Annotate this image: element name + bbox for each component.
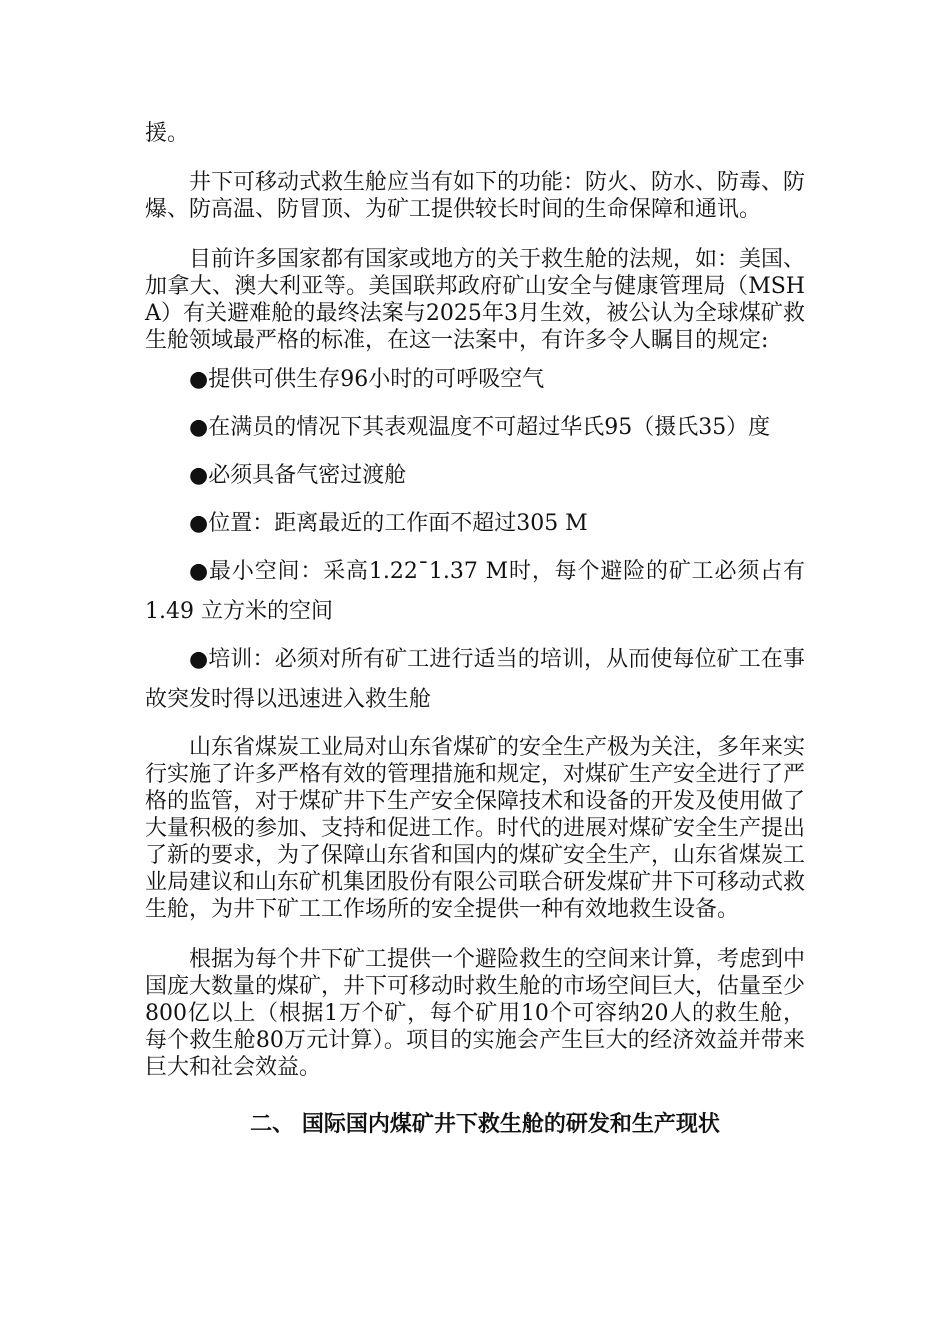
paragraph-functions: 井下可移动式救生舱应当有如下的功能：防火、防水、防毒、防爆、防高温、防冒顶、为矿工提供较长时间的生命保障和通讯。 (145, 170, 806, 222)
paragraph-continuation: 援。 (145, 121, 190, 146)
bullet-item-air: ●提供可供生存96小时的可呼吸空气 (189, 367, 545, 392)
paragraph-market: 根据为每个井下矿工提供一个避险救生的空间来计算，考虑到中国庞大数量的煤矿，井下可移动时救生舱的市场空间巨大，估量至少800亿以上（根据1万个矿，每个矿用10个可容纳20人的救生舱，每个救生舱80万元计算）。项目的实施会产生巨大的经济效益并带来巨大和社会效益。 (145, 947, 806, 1080)
paragraph-regulations: 目前许多国家都有国家或地方的关于救生舱的法规，如：美国、加拿大、澳大利亚等。美国联邦政府矿山安全与健康管理局（MSHA）有关避难舱的最终法案与2025年3月生效，被公认为全球煤矿救生舱领域最严格的标准，在这一法案中，有许多令人瞩目的规定: (145, 247, 806, 353)
bullet-item-location: ●位置：距离最近的工作面不超过305 M (189, 511, 588, 536)
section-heading: 二、 国际国内煤矿井下救生舱的研发和生产现状 (250, 1111, 720, 1137)
bullet-item-training: ●培训：必须对所有矿工进行适当的培训，从而使每位矿工在事故突发时得以迅速进入救生舱 (145, 647, 805, 712)
paragraph-shandong: 山东省煤炭工业局对山东省煤矿的安全生产极为关注，多年来实行实施了许多严格有效的管理措施和规定，对煤矿生产安全进行了严格的监管，对于煤矿井下生产安全保障技术和设备的开发及使用做了大量积极的参加、支持和促进工作。时代的进展对煤矿安全生产提出了新的要求，为了保障山东省和国内的煤矿安全生产，山东省煤炭工业局建议和山东矿机集团股份有限公司联合研发煤矿井下可移动式救生舱，为井下矿工工作场所的安全提供一种有效地救生设备。 (145, 735, 806, 922)
bullet-item-temperature: ●在满员的情况下其表观温度不可超过华氏95（摄氏35）度 (189, 415, 771, 440)
bullet-item-space: ●最小空间：采高1.22¯1.37 M时，每个避险的矿工必须占有 1.49 立方米的空间 (145, 559, 805, 624)
bullet-item-airlock: ●必须具备气密过渡舱 (189, 463, 407, 488)
document-page (145, 120, 805, 1139)
